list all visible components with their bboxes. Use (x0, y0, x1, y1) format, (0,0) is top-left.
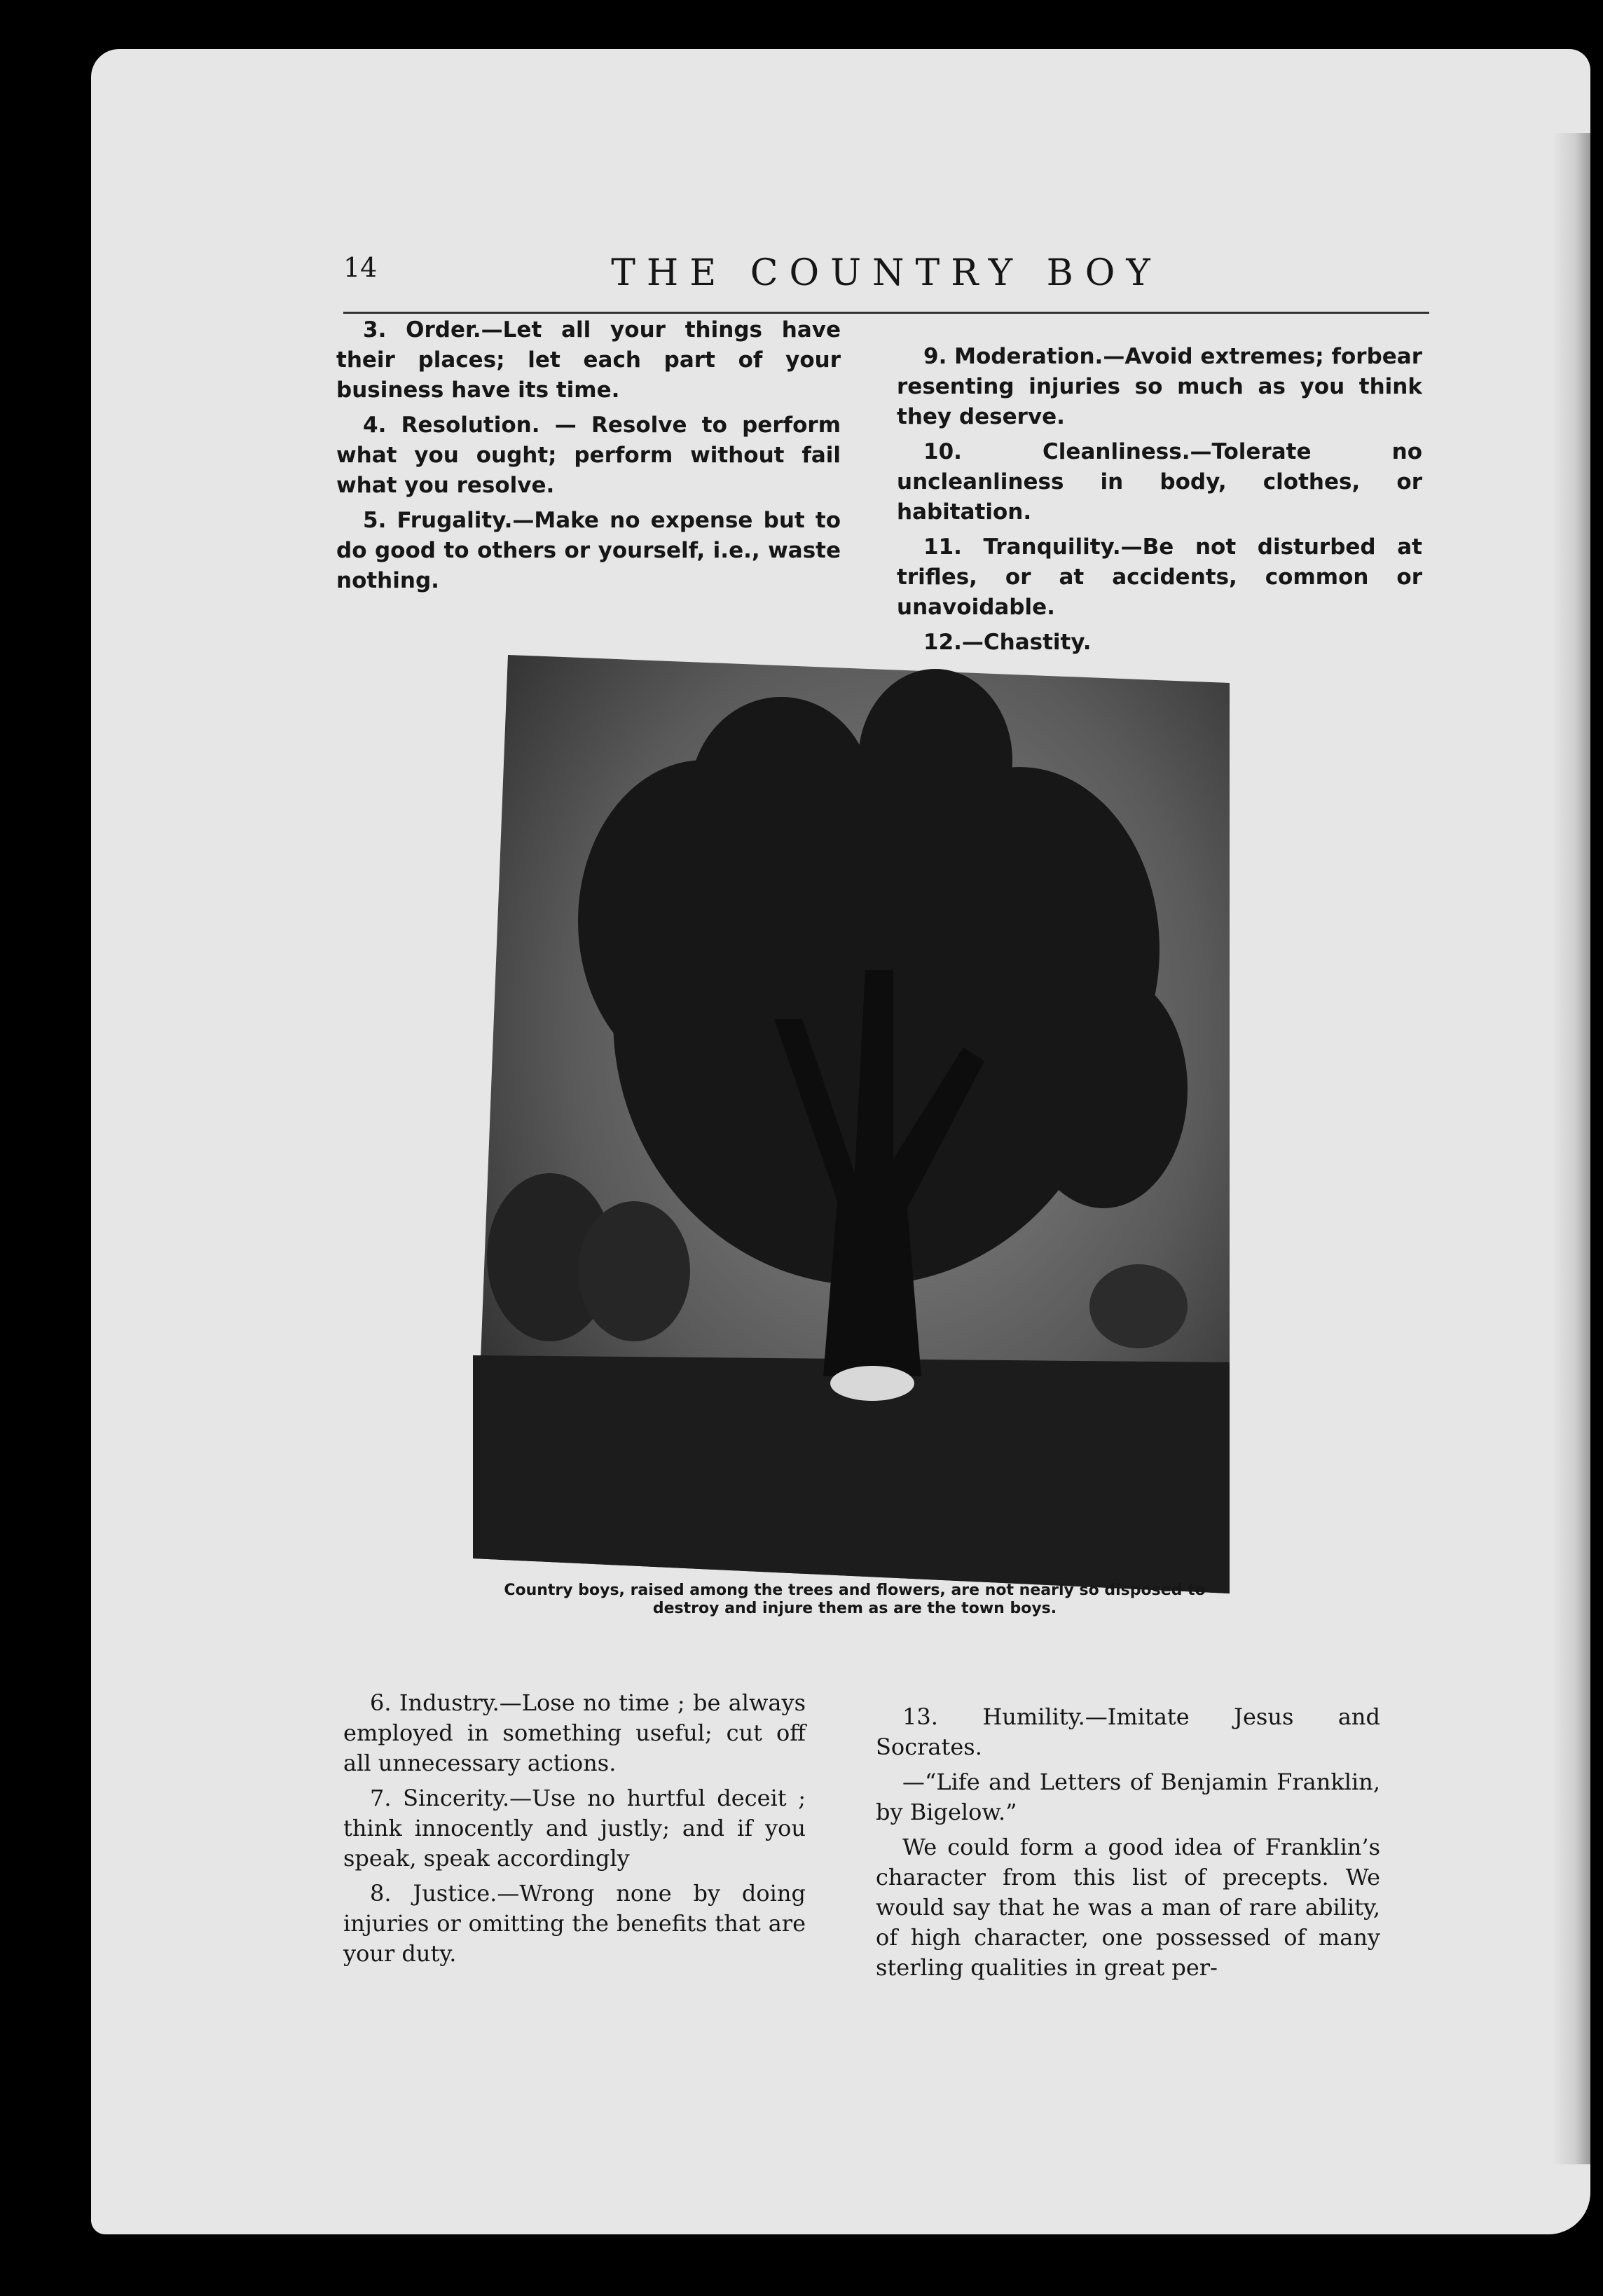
precepts-column-top-right (897, 342, 1422, 663)
precept-humility: 13. Humility.—Imitate Jesus and Socrates. (876, 1703, 1380, 1760)
header-rule (343, 312, 1429, 314)
precept-justice: 8. Justice.—Wrong none by doing injuries or omitting the benefits that are your duty. (343, 1880, 806, 1967)
precept-chastity: 12.—Chastity. (923, 630, 1092, 655)
page-number: 14 (343, 252, 378, 283)
page-header (343, 252, 1429, 294)
precept-moderation: 9. Moderation.—Avoid extremes; forbear resenting injuries so much as you think they deserve. (897, 344, 1422, 429)
precept-cleanliness: 10. Cleanliness.—Tolerate no uncleanliness in body, clothes, or habitation. (897, 439, 1422, 525)
precept-order: 3. Order.—Let all your things have their places; let each part of your business have its time. (336, 317, 841, 403)
precept-sincerity: 7. Sincerity.—Use no hurtful deceit ; think innocently and justly; and if you speak, speak accordingly (343, 1785, 806, 1872)
commentary-paragraph: We could form a good idea of Franklin’s character from this list of precepts. We would say that he was a man of rare ability, of high character, one possessed of many sterling qualities in great per- (876, 1834, 1380, 1981)
precepts-column-bottom-left (343, 1688, 806, 1974)
precepts-column-top-left (336, 315, 841, 601)
tree-photo-icon (473, 655, 1230, 1593)
precept-industry: 6. Industry.—Lose no time ; be always employed in something useful; cut off all unnecessary actions. (343, 1689, 806, 1776)
source-citation: —“Life and Letters of Benjamin Franklin, by Bigelow.” (876, 1769, 1380, 1825)
precept-frugality: 5. Frugality.—Make no expense but to do good to others or yourself, i.e., waste nothing. (336, 508, 841, 593)
running-title: THE COUNTRY BOY (611, 252, 1162, 294)
precepts-column-bottom-right (876, 1702, 1380, 1988)
precept-tranquility: 11. Tranquility.—Be not disturbed at trifles, or at accidents, common or unavoidable. (897, 534, 1422, 620)
elm-tree-photograph (473, 655, 1230, 1593)
precept-resolution: 4. Resolution. — Resolve to perform what you ought; perform without fail what you resolve. (336, 413, 841, 498)
photo-caption: Country boys, raised among the trees and flowers, are not nearly so disposed to destroy and injure them as are the town boys. (504, 1582, 1206, 1617)
